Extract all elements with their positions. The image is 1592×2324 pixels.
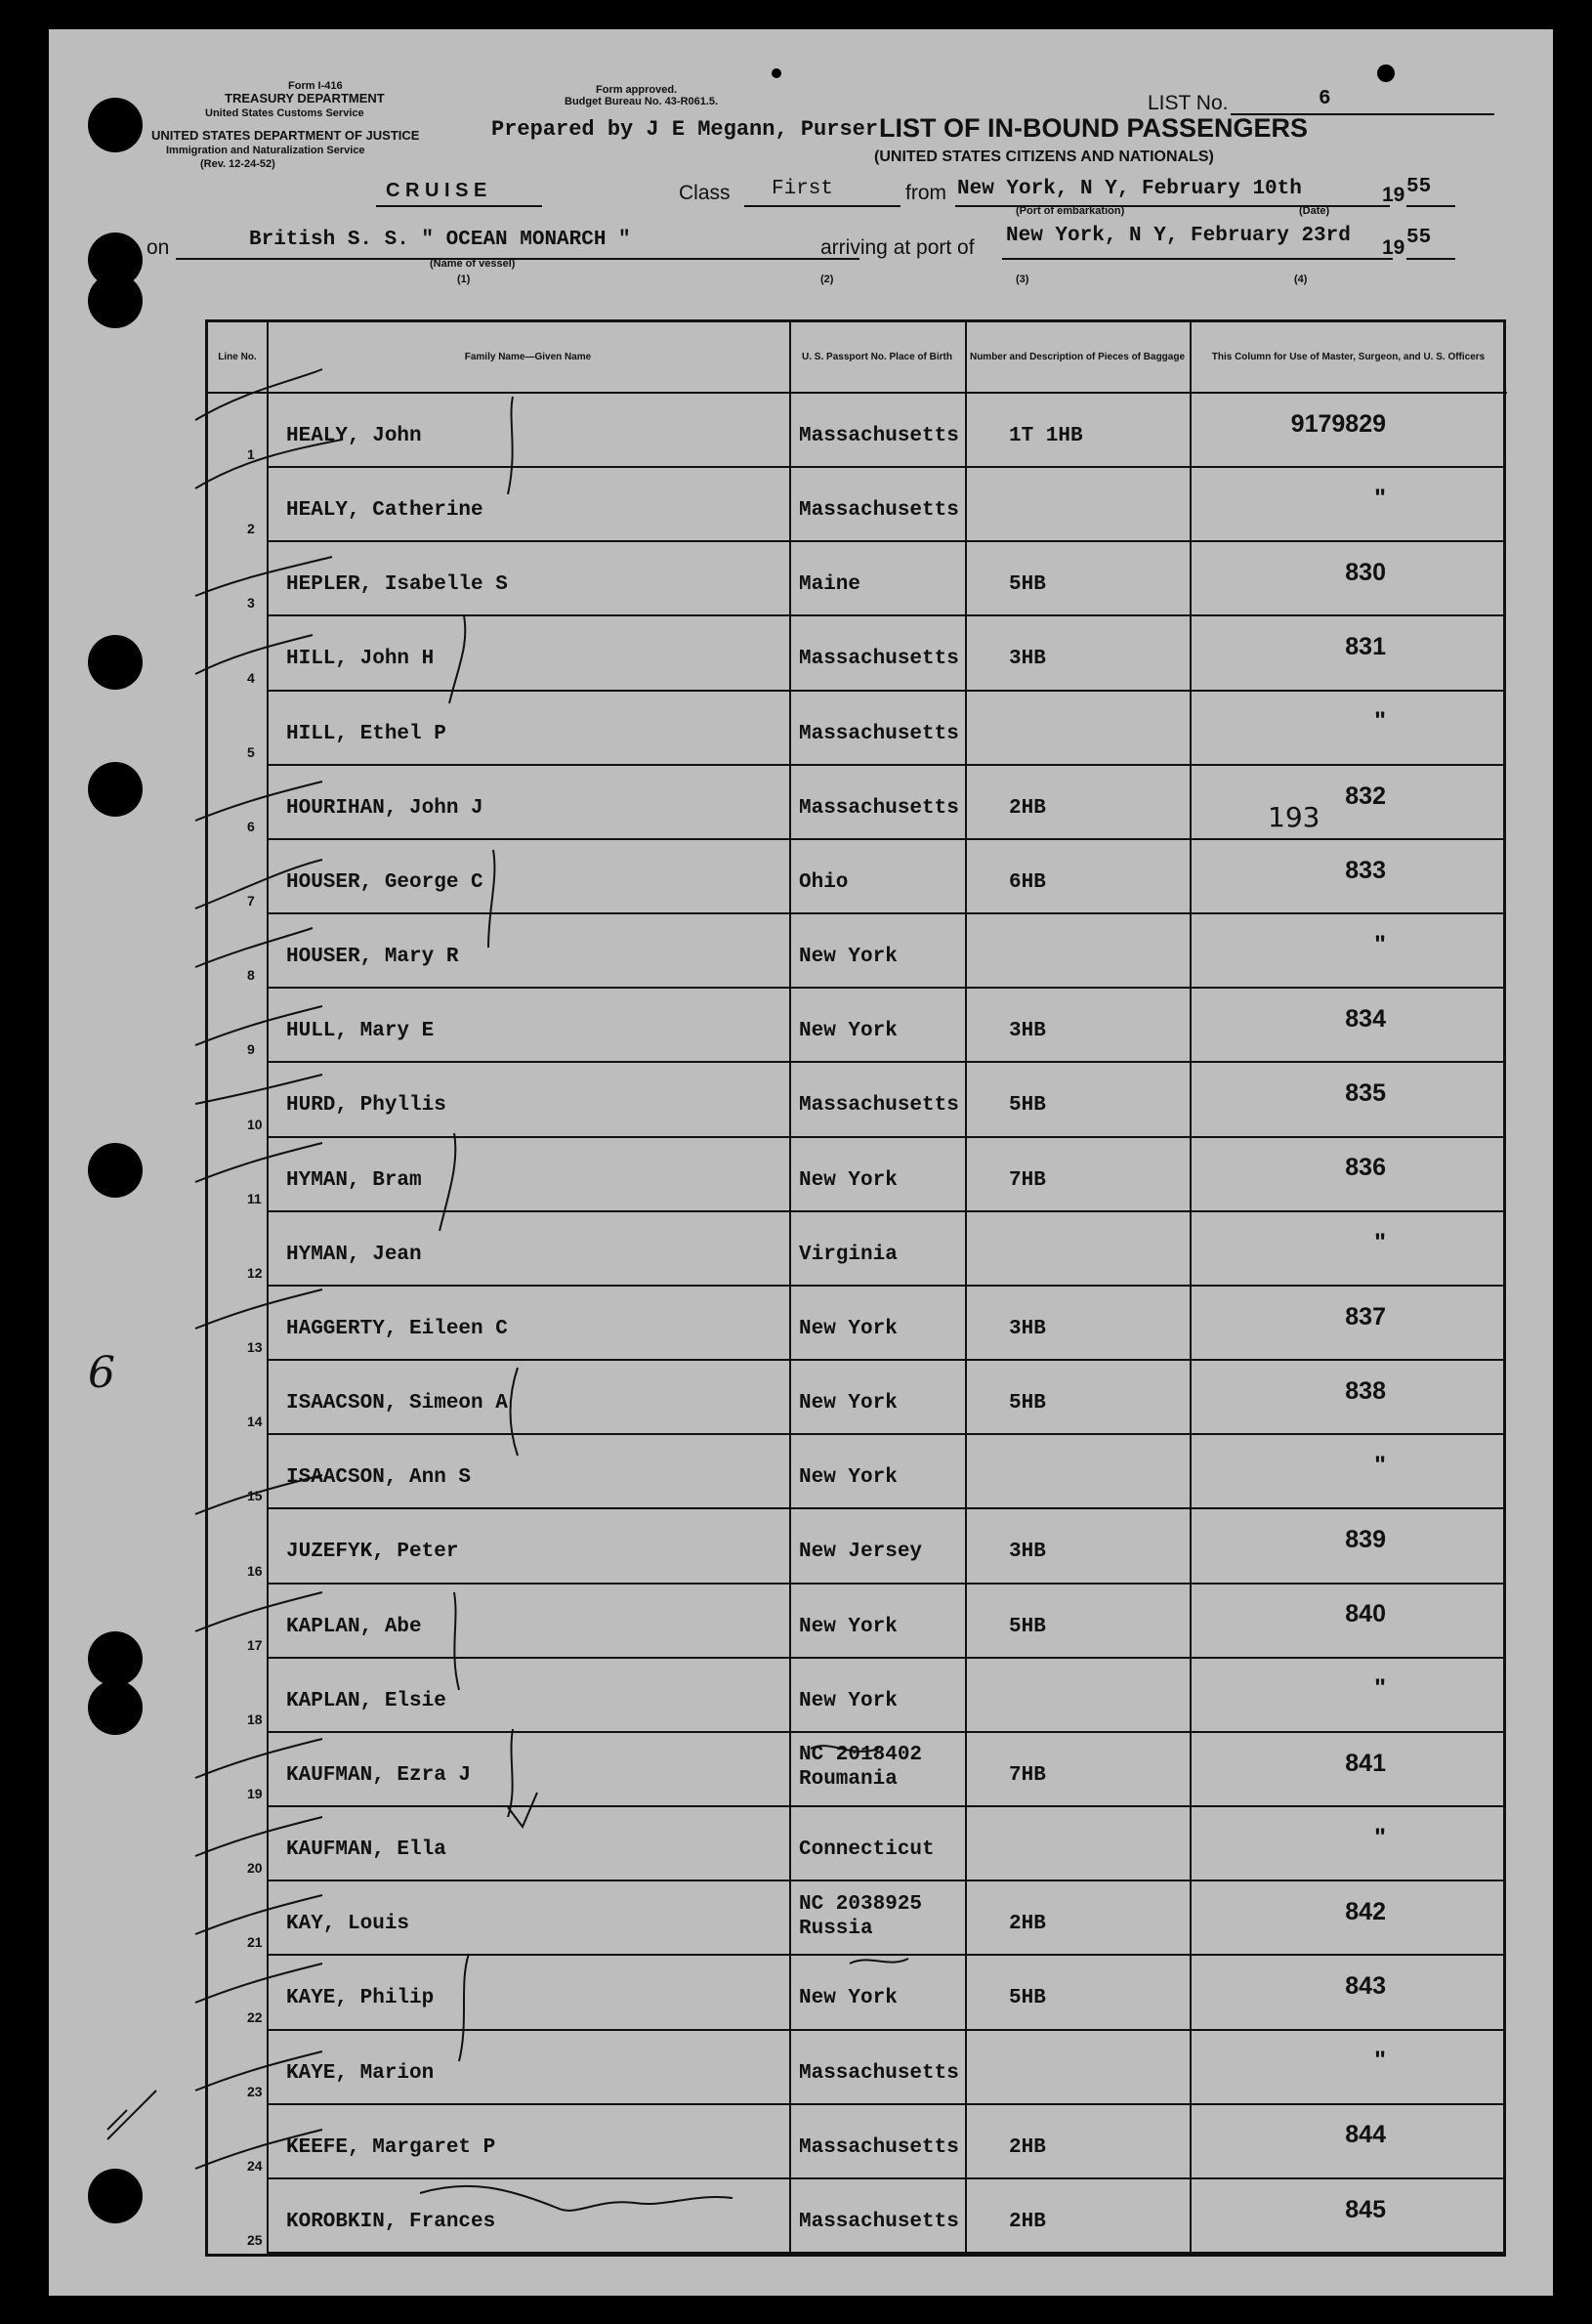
arriving-year: 55 [1406, 227, 1432, 249]
officer-number: 830 [1345, 559, 1386, 587]
passenger-name: KAUFMAN, Ezra J [286, 1763, 472, 1787]
line-number: 15 [247, 1488, 263, 1504]
port-embark-caption: (Port of embarkation) [1016, 205, 1125, 217]
passenger-name: HEPLER, Isabelle S [286, 573, 508, 597]
col-header-baggage: Number and Description of Pieces of Baggage [965, 322, 1190, 394]
date-caption: (Date) [1299, 205, 1330, 217]
officer-number: 832 [1345, 782, 1386, 810]
place-of-birth: Massachusetts [799, 2210, 959, 2233]
baggage: 5HB [1009, 573, 1046, 597]
line-number: 19 [247, 1786, 263, 1802]
place-of-birth: Massachusetts [799, 2135, 959, 2159]
officer-number: 844 [1345, 2121, 1386, 2149]
baggage: 5HB [1009, 1094, 1046, 1118]
place-of-birth: Massachusetts [799, 796, 959, 820]
officer-number: " [1374, 930, 1386, 958]
place-of-birth: Ohio [799, 870, 849, 894]
place-of-birth: New York [799, 1987, 898, 2010]
passenger-name: ISAACSON, Simeon A [286, 1392, 508, 1416]
officer-number: 833 [1345, 856, 1386, 884]
line-number: 11 [247, 1190, 262, 1206]
arriving-label: arriving at port of [820, 236, 975, 259]
form-approved: Form approved. [596, 84, 678, 96]
passenger-name: HOUSER, Mary R [286, 946, 459, 969]
officer-number: 841 [1345, 1749, 1386, 1777]
prepared-by: Prepared by J E Megann, Purser [491, 117, 879, 142]
place-of-birth: Massachusetts [799, 499, 959, 523]
cruise-label: C R U I S E [386, 180, 487, 201]
officer-number: 839 [1345, 1526, 1386, 1554]
officer-number: 838 [1345, 1376, 1386, 1405]
immigration-service: Immigration and Naturalization Service [166, 145, 365, 156]
arriving-port: New York, N Y, February 23rd [1006, 225, 1351, 247]
baggage: 7HB [1009, 1168, 1046, 1192]
place-of-birth: New York [799, 1689, 898, 1712]
stamp-193: 193 [1268, 801, 1320, 833]
passenger-name: JUZEFYK, Peter [286, 1541, 459, 1564]
baggage: 2HB [1009, 1913, 1046, 1936]
officer-number: 836 [1345, 1154, 1386, 1182]
line-number: 5 [247, 743, 255, 760]
line-number: 22 [247, 2008, 263, 2025]
document-page [49, 29, 1553, 2296]
place-of-birth: New Jersey [799, 1541, 923, 1564]
baggage: 3HB [1009, 1317, 1046, 1340]
line-number: 1 [247, 446, 255, 463]
officer-number: " [1374, 1823, 1386, 1851]
line-number: 9 [247, 1041, 255, 1058]
budget-bureau: Budget Bureau No. 43-R061.5. [565, 96, 719, 107]
place-of-birth: New York [799, 946, 898, 969]
passenger-name: KOROBKIN, Frances [286, 2210, 496, 2233]
officer-number: 835 [1345, 1079, 1386, 1108]
place-of-birth: Roumania [799, 1768, 898, 1792]
passenger-name: HULL, Mary E [286, 1020, 435, 1043]
col-header-line: Line No. [208, 322, 267, 394]
line-number: 17 [247, 1636, 263, 1653]
vessel-name: British S. S. " OCEAN MONARCH " [249, 229, 631, 251]
baggage: 5HB [1009, 1615, 1046, 1638]
list-no-value: 6 [1319, 88, 1331, 110]
place-of-birth: New York [799, 1020, 898, 1043]
class-value: First [772, 178, 834, 200]
line-number: 6 [247, 818, 255, 834]
line-number: 3 [247, 595, 255, 612]
col-num-4: (4) [1294, 274, 1308, 285]
passenger-name: KAUFMAN, Ella [286, 1838, 446, 1862]
passenger-name: HOURIHAN, John J [286, 796, 483, 820]
col-num-2: (2) [820, 274, 834, 285]
baggage: 3HB [1009, 1020, 1046, 1043]
col-num-3: (3) [1016, 274, 1029, 285]
passenger-name: HAGGERTY, Eileen C [286, 1317, 508, 1340]
form-number: Form I-416 [288, 80, 343, 92]
place-of-birth: Massachusetts [799, 722, 959, 745]
officer-number: 845 [1345, 2195, 1386, 2223]
baggage: 2HB [1009, 2135, 1046, 2159]
place-of-birth: Virginia [799, 1243, 898, 1266]
officer-number: 843 [1345, 1972, 1386, 2001]
officer-number: 9179829 [1290, 409, 1386, 438]
col-header-passport: U. S. Passport No. Place of Birth [789, 322, 965, 394]
passenger-name: HEALY, John [286, 424, 422, 447]
line-number: 25 [247, 2231, 263, 2248]
on-label: on [147, 236, 170, 259]
officer-number: " [1374, 707, 1386, 736]
line-number: 14 [247, 1414, 263, 1430]
passenger-name: HYMAN, Bram [286, 1168, 422, 1192]
passenger-name: KAPLAN, Elsie [286, 1689, 446, 1712]
place-of-birth: New York [799, 1466, 898, 1490]
passenger-name: HYMAN, Jean [286, 1243, 422, 1266]
passenger-name: HEALY, Catherine [286, 499, 483, 523]
passenger-name: KAY, Louis [286, 1913, 410, 1936]
place-of-birth: Connecticut [799, 1838, 935, 1862]
col-header-name: Family Name—Given Name [267, 322, 789, 394]
baggage: 7HB [1009, 1763, 1046, 1787]
class-label: Class [679, 182, 731, 204]
line-number: 21 [247, 1934, 263, 1951]
from-label: from [905, 182, 946, 204]
revision-date: (Rev. 12-24-52) [200, 158, 275, 170]
place-of-birth: New York [799, 1615, 898, 1638]
officer-number: " [1374, 1451, 1386, 1479]
officer-number: 834 [1345, 1005, 1386, 1034]
place-of-birth: Massachusetts [799, 1094, 959, 1118]
line-number: 8 [247, 967, 255, 984]
col-header-office: This Column for Use of Master, Surgeon, and U. S. Officers [1190, 322, 1507, 394]
officer-number: 842 [1345, 1897, 1386, 1925]
baggage: 2HB [1009, 796, 1046, 820]
officer-number: " [1374, 1674, 1386, 1703]
officer-number: " [1374, 1228, 1386, 1256]
passport-number: NC 2018402 [799, 1744, 923, 1767]
line-number: 2 [247, 521, 255, 537]
line-number: 12 [247, 1264, 263, 1281]
baggage: 3HB [1009, 648, 1046, 671]
handwriting-marks [49, 29, 1553, 2296]
passenger-name: ISAACSON, Ann S [286, 1466, 472, 1490]
officer-number: " [1374, 2047, 1386, 2075]
line-number: 16 [247, 1562, 263, 1579]
place-of-birth: Massachusetts [799, 424, 959, 447]
passport-number: NC 2038925 [799, 1892, 923, 1916]
passenger-name: KAPLAN, Abe [286, 1615, 422, 1638]
line-number: 23 [247, 2083, 263, 2099]
margin-number: 6 [88, 1348, 115, 1398]
place-of-birth: Massachusetts [799, 2061, 959, 2085]
place-of-birth: Maine [799, 573, 861, 597]
passenger-name: KEEFE, Margaret P [286, 2135, 496, 2159]
from-value: New York, N Y, February 10th [957, 178, 1302, 200]
officer-number: 831 [1345, 633, 1386, 661]
passenger-name: HILL, John H [286, 648, 435, 671]
place-of-birth: Massachusetts [799, 648, 959, 671]
list-no-label: LIST No. [1148, 92, 1229, 114]
arriving-year-prefix: 19 [1382, 236, 1405, 259]
baggage: 5HB [1009, 1987, 1046, 2010]
customs-service: United States Customs Service [205, 107, 364, 119]
line-number: 13 [247, 1339, 263, 1356]
place-of-birth: New York [799, 1317, 898, 1340]
line-number: 7 [247, 893, 255, 909]
baggage: 2HB [1009, 2210, 1046, 2233]
passenger-name: HURD, Phyllis [286, 1094, 446, 1118]
treasury-dept: TREASURY DEPARTMENT [225, 91, 385, 106]
justice-dept: UNITED STATES DEPARTMENT OF JUSTICE [151, 128, 420, 143]
vessel-caption: (Name of vessel) [430, 258, 516, 270]
passenger-name: HOUSER, George C [286, 870, 483, 894]
officer-number: 837 [1345, 1302, 1386, 1331]
col-num-1: (1) [457, 274, 471, 285]
baggage: 5HB [1009, 1392, 1046, 1416]
officer-number: 840 [1345, 1600, 1386, 1628]
place-of-birth: New York [799, 1168, 898, 1192]
from-year-prefix: 19 [1382, 184, 1405, 206]
passenger-name: HILL, Ethel P [286, 722, 446, 745]
baggage: 1T 1HB [1009, 424, 1083, 447]
line-number: 4 [247, 669, 255, 686]
place-of-birth: Russia [799, 1917, 873, 1940]
from-year: 55 [1406, 176, 1432, 198]
page-subtitle: (UNITED STATES CITIZENS AND NATIONALS) [874, 148, 1214, 165]
passenger-name: KAYE, Philip [286, 1987, 435, 2010]
baggage: 6HB [1009, 870, 1046, 894]
officer-number: " [1374, 484, 1386, 512]
baggage: 3HB [1009, 1541, 1046, 1564]
place-of-birth: New York [799, 1392, 898, 1416]
line-number: 10 [247, 1116, 263, 1132]
page-title: LIST OF IN-BOUND PASSENGERS [879, 113, 1309, 143]
line-number: 20 [247, 1860, 263, 1877]
line-number: 18 [247, 1711, 263, 1727]
line-number: 24 [247, 2157, 263, 2174]
passenger-name: KAYE, Marion [286, 2061, 435, 2085]
